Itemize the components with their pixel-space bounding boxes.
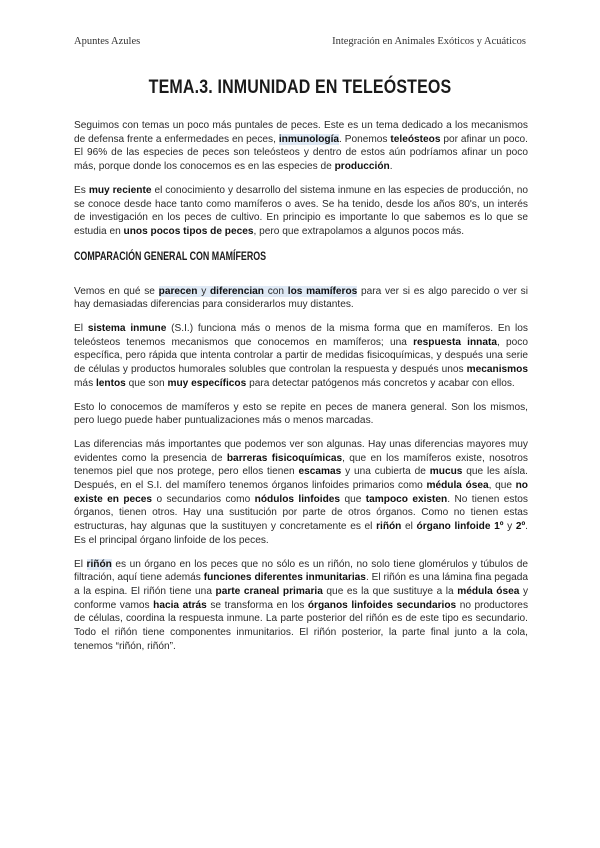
document-body bbox=[74, 119, 528, 664]
text-run: El bbox=[74, 558, 87, 570]
header-left-title: Apuntes Azules bbox=[74, 36, 141, 47]
bold-term: nódulos linfoides bbox=[254, 493, 341, 505]
text-run: más bbox=[74, 377, 96, 389]
bold-term: órgano linfoide 1º bbox=[416, 521, 504, 533]
bold-term: teleósteos bbox=[390, 133, 441, 145]
text-run: Es bbox=[74, 184, 89, 196]
bold-term: producción bbox=[334, 161, 390, 173]
text-run: y conforme vamos bbox=[74, 585, 529, 611]
page-header bbox=[74, 36, 526, 52]
text-run: El bbox=[74, 323, 88, 335]
paragraph-intro bbox=[74, 119, 528, 174]
text-run: . Es el principal órgano linfoide de los peces. bbox=[74, 521, 528, 546]
bold-term: mecanismos bbox=[466, 364, 528, 376]
text-run: . bbox=[389, 161, 393, 173]
highlight-term: los mamíferos bbox=[287, 285, 358, 297]
bold-term: sistema inmune bbox=[87, 323, 167, 335]
document-title: TEMA.3. INMUNIDAD EN TELEÓSTEOS bbox=[148, 76, 452, 98]
bold-term: unos pocos tipos de peces bbox=[123, 225, 254, 237]
highlight-term: riñón bbox=[86, 558, 112, 570]
text-run: . No tienen estos órganos, tienen otros. Hay una sustitución por parte de otros órganos. Como no tienen estas estructuras, hay algunas que la sustituyen y concretamente es el bbox=[74, 493, 528, 533]
highlight-term: parecen bbox=[158, 285, 198, 297]
bold-term: parte craneal primaria bbox=[215, 585, 323, 597]
bold-term: médula ósea bbox=[457, 585, 520, 597]
paragraph-kidney bbox=[74, 558, 528, 654]
bold-term: hacia atrás bbox=[153, 599, 207, 611]
text-run: por afinar un poco. El 96% de las especies de peces son teleósteos y dentro de estos aún podríamos afinar un poco más, porque donde los conocemos es en las especies de bbox=[74, 133, 528, 173]
text-run: el bbox=[401, 521, 417, 533]
text-run: el conocimiento y desarrollo del sistema inmune en las especies de producción, no se conoce desde hace tanto como mamíferos o aves. Se ha tenido, desde los años 80's, un interés de investigación en los peces de cultivo. En principio es importante lo que sabemos es lo que se estudia en bbox=[74, 184, 528, 237]
text-run: es un órgano en los peces que no sólo es un riñón, no solo tiene glomérulos y túbulos de filtración, aquí tiene además bbox=[74, 558, 528, 584]
text-run: que bbox=[340, 493, 366, 505]
text-run: para detectar patógenos más concretos y acabar con ellos. bbox=[246, 377, 515, 389]
bold-term: médula ósea bbox=[426, 480, 489, 492]
bold-term: riñón bbox=[376, 521, 402, 533]
text-run: no productores de células, coordina la respuesta inmune. La parte posterior del riñón es de este tipo es secundario. Todo el riñón tiene componentes inmunitarios. El riñón posterior, la parte final junto a la cola, tenemos “riñón, riñón”. bbox=[74, 599, 529, 652]
text-run: que son bbox=[125, 377, 168, 389]
text-run: . Ponemos bbox=[339, 133, 391, 145]
bold-term: mucus bbox=[429, 466, 463, 478]
text-run: se transforma en los bbox=[206, 599, 308, 611]
bold-term: funciones diferentes inmunitarias bbox=[203, 572, 366, 584]
highlight-term: inmunología bbox=[278, 133, 340, 145]
text-run: , pero que extrapolamos a algunos pocos más. bbox=[253, 225, 465, 237]
text-run: Las diferencias más importantes que podemos ver son algunas. Hay unas diferencias mayores muy evidentes como la presencia de bbox=[74, 438, 528, 464]
paragraph-recent bbox=[74, 184, 528, 239]
bold-term: escamas bbox=[298, 466, 342, 478]
paragraph-differences bbox=[74, 438, 528, 548]
paragraph-compare bbox=[74, 285, 528, 312]
bold-term: no existe en peces bbox=[74, 480, 528, 505]
header-right-title: Integración en Animales Exóticos y Acuáticos bbox=[332, 36, 526, 47]
bold-term: respuesta innata bbox=[413, 336, 497, 348]
bold-term: 2º bbox=[515, 521, 526, 533]
text-run: y una cubierta de bbox=[341, 466, 430, 478]
text-run: o secundarios como bbox=[152, 493, 255, 505]
bold-term: muy específicos bbox=[167, 377, 247, 389]
text-run: (S.I.) funciona más o menos de la misma forma que en mamíferos. En los teleósteos tenemos mecanismos que conocemos en mamíferos; una bbox=[74, 323, 528, 348]
text-run: , que bbox=[488, 480, 516, 492]
section-heading: COMPARACIÓN GENERAL CON MAMÍFEROS bbox=[74, 248, 267, 263]
text-run: para ver si es algo parecido o ver si hay demasiadas diferencias para considerarlos muy distantes. bbox=[74, 285, 528, 311]
text-run: y bbox=[197, 285, 210, 297]
bold-term: barreras fisicoquímicas bbox=[226, 452, 343, 464]
bold-term: lentos bbox=[95, 377, 126, 389]
text-run: Vemos en qué se bbox=[74, 285, 159, 297]
text-run: con bbox=[264, 285, 288, 297]
paragraph-general bbox=[74, 401, 528, 428]
text-run: que es la que sustituye a la bbox=[322, 585, 458, 597]
text-run: Esto lo conocemos de mamíferos y esto se repite en peces de manera general. Son los mismos, pero luego puede haber puntualizaciones más o menos marcadas. bbox=[74, 401, 528, 427]
text-run: y bbox=[503, 521, 516, 533]
bold-term: muy reciente bbox=[88, 184, 152, 196]
text-run: , poco específica, pero rápida que intenta controlar a partir de medidas fisicoquímicas, y después una serie de células y productos humorales solubles que controlan la respuesta y después unos bbox=[74, 336, 528, 376]
bold-term: órganos linfoides secundarios bbox=[307, 599, 457, 611]
text-run: . El riñón es una lámina fina pegada a la espina. El riñón tiene una bbox=[74, 572, 528, 597]
paragraph-immune-system bbox=[74, 322, 528, 391]
highlight-term: diferencian bbox=[209, 285, 264, 297]
text-run: que les aísla. Después, en el S.I. del mamífero tenemos órganos linfoides primarios como bbox=[74, 466, 528, 492]
bold-term: tampoco existen bbox=[365, 493, 448, 505]
text-run: , que en los mamíferos existe, nosotros tenemos piel que nos protege, pero ellos tienen bbox=[74, 452, 528, 478]
text-run: Seguimos con temas un poco más puntales de peces. Este es un tema dedicado a los mecanismos de defensa frente a enfermedades en peces, bbox=[74, 120, 528, 145]
